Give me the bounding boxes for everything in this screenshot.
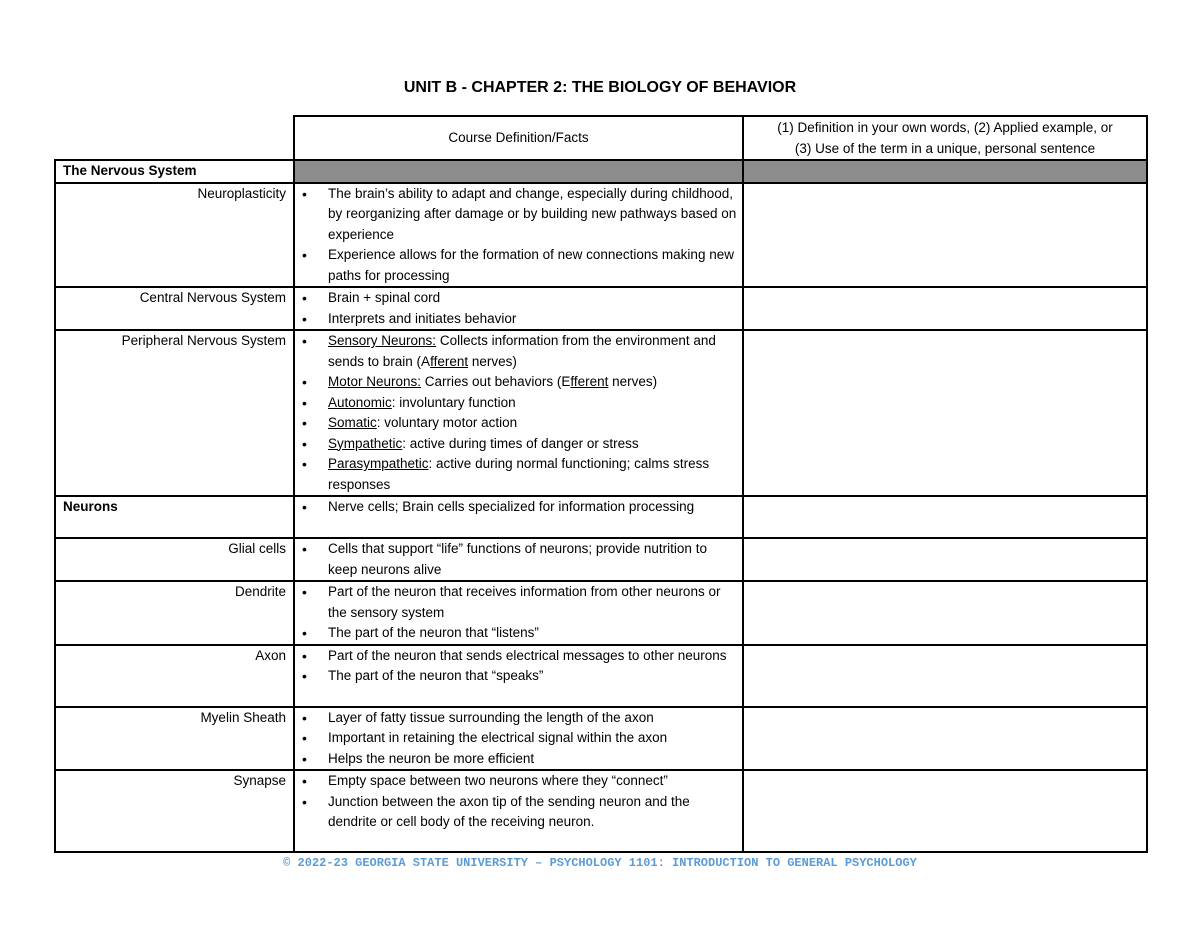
empty-corner-cell bbox=[55, 116, 294, 160]
own-words-answer-cell[interactable] bbox=[743, 770, 1147, 852]
term-autonomic: Autonomic bbox=[328, 394, 392, 410]
copyright-footer: © 2022-23 GEORGIA STATE UNIVERSITY – PSYCHOLOGY 1101: INTRODUCTION TO GENERAL PSYCHOLOGY bbox=[283, 856, 917, 870]
fact-bullet: • The part of the neuron that “listens” bbox=[295, 623, 738, 644]
fact-bullet: • Important in retaining the electrical signal within the axon bbox=[295, 728, 738, 749]
own-words-header-line-2: (3) Use of the term in a unique, personal sentence bbox=[794, 140, 1096, 156]
fact-text: : active during normal functioning; calms stress responses bbox=[328, 456, 710, 492]
fact-bullet: • Junction between the axon tip of the sending neuron and the dendrite or cell body of the receiving neuron. bbox=[295, 792, 738, 833]
table-row-dendrite bbox=[55, 581, 1147, 645]
term-label: Dendrite bbox=[55, 581, 294, 645]
vocabulary-table bbox=[54, 115, 1148, 853]
fact-bullet: • Nerve cells; Brain cells specialized for information processing bbox=[295, 497, 738, 518]
header-row bbox=[55, 116, 1147, 160]
fact-bullet-sensory-neurons bbox=[295, 331, 738, 372]
own-words-answer-cell[interactable] bbox=[743, 645, 1147, 707]
table-row-axon bbox=[55, 645, 1147, 707]
fact-text: Collects information from the environment and sends to brain (A bbox=[328, 333, 716, 369]
term-parasympathetic: Parasympathetic bbox=[328, 456, 429, 471]
term-sensory-neurons: Sensory Neurons: bbox=[328, 333, 437, 348]
own-words-answer-cell[interactable] bbox=[743, 183, 1147, 288]
own-words-answer-cell[interactable] bbox=[743, 330, 1147, 496]
table-row-peripheral-nervous-system bbox=[55, 330, 1147, 496]
facts-cell bbox=[294, 330, 743, 496]
section-label: The Nervous System bbox=[55, 160, 294, 183]
facts-cell bbox=[294, 581, 743, 645]
term-label: Synapse bbox=[55, 770, 294, 852]
fact-text: : active during times of danger or stress bbox=[402, 435, 639, 451]
fact-text-underlined: fferent bbox=[570, 374, 609, 389]
section-fill-cell bbox=[743, 160, 1147, 183]
fact-bullet: • Layer of fatty tissue surrounding the length of the axon bbox=[295, 708, 738, 729]
table-row-neuroplasticity bbox=[55, 183, 1147, 288]
term-sympathetic: Sympathetic bbox=[328, 435, 403, 451]
facts-cell bbox=[294, 496, 743, 538]
table-row-central-nervous-system bbox=[55, 287, 1147, 330]
table-row-myelin-sheath bbox=[55, 707, 1147, 771]
facts-cell bbox=[294, 183, 743, 288]
section-fill-cell bbox=[294, 160, 743, 183]
fact-bullet: • The part of the neuron that “speaks” bbox=[295, 666, 738, 687]
page-title: UNIT B - CHAPTER 2: THE BIOLOGY OF BEHAVIOR bbox=[403, 79, 797, 96]
fact-bullet-autonomic bbox=[295, 393, 738, 414]
term-label: Axon bbox=[55, 645, 294, 707]
fact-bullet: • Empty space between two neurons where they “connect” bbox=[295, 771, 738, 792]
own-words-answer-cell[interactable] bbox=[743, 707, 1147, 771]
section-row-nervous-system bbox=[55, 160, 1147, 183]
facts-cell bbox=[294, 707, 743, 771]
fact-bullet-somatic bbox=[295, 413, 738, 434]
fact-bullet: • The brain’s ability to adapt and change, especially during childhood, by reorganizing after damage or by building new pathways based on experience bbox=[295, 184, 738, 246]
own-words-header-line-1: (1) Definition in your own words, (2) Applied example, or bbox=[777, 120, 1113, 135]
fact-bullet: • Part of the neuron that sends electrical messages to other neurons bbox=[295, 646, 738, 667]
fact-bullet-parasympathetic bbox=[295, 454, 738, 495]
facts-cell bbox=[294, 538, 743, 581]
own-words-column-header bbox=[743, 116, 1147, 160]
facts-cell bbox=[294, 287, 743, 330]
table-row-glial-cells bbox=[55, 538, 1147, 581]
fact-bullet: • Interprets and initiates behavior bbox=[295, 309, 738, 330]
facts-column-header: Course Definition/Facts bbox=[294, 116, 743, 160]
fact-text: : voluntary motor action bbox=[376, 415, 518, 430]
table-row-synapse bbox=[55, 770, 1147, 852]
table-row-neurons bbox=[55, 496, 1147, 538]
fact-text: Carries out behaviors (E bbox=[421, 374, 571, 389]
fact-text: nerves) bbox=[468, 353, 517, 369]
own-words-answer-cell[interactable] bbox=[743, 287, 1147, 330]
term-label: Central Nervous System bbox=[55, 287, 294, 330]
facts-cell bbox=[294, 770, 743, 852]
fact-text-underlined: fferent bbox=[430, 353, 469, 369]
term-label: Glial cells bbox=[55, 538, 294, 581]
fact-bullet-sympathetic bbox=[295, 434, 738, 455]
fact-text: nerves) bbox=[608, 374, 658, 389]
fact-bullet-motor-neurons bbox=[295, 372, 738, 393]
term-somatic: Somatic bbox=[328, 415, 377, 430]
fact-bullet: • Helps the neuron be more efficient bbox=[295, 749, 738, 770]
section-label-neurons: Neurons bbox=[55, 496, 294, 538]
fact-text: : involuntary function bbox=[391, 394, 516, 410]
term-label: Neuroplasticity bbox=[55, 183, 294, 288]
facts-cell bbox=[294, 645, 743, 707]
fact-bullet: • Brain + spinal cord bbox=[295, 288, 738, 309]
own-words-answer-cell[interactable] bbox=[743, 581, 1147, 645]
fact-bullet: • Part of the neuron that receives information from other neurons or the sensory system bbox=[295, 582, 738, 623]
term-motor-neurons: Motor Neurons: bbox=[328, 374, 422, 389]
term-label: Peripheral Nervous System bbox=[55, 330, 294, 496]
fact-bullet: • Cells that support “life” functions of neurons; provide nutrition to keep neurons alive bbox=[295, 539, 738, 580]
own-words-answer-cell[interactable] bbox=[743, 538, 1147, 581]
term-label: Myelin Sheath bbox=[55, 707, 294, 771]
own-words-answer-cell[interactable] bbox=[743, 496, 1147, 538]
fact-bullet: • Experience allows for the formation of new connections making new paths for processing bbox=[295, 245, 738, 286]
